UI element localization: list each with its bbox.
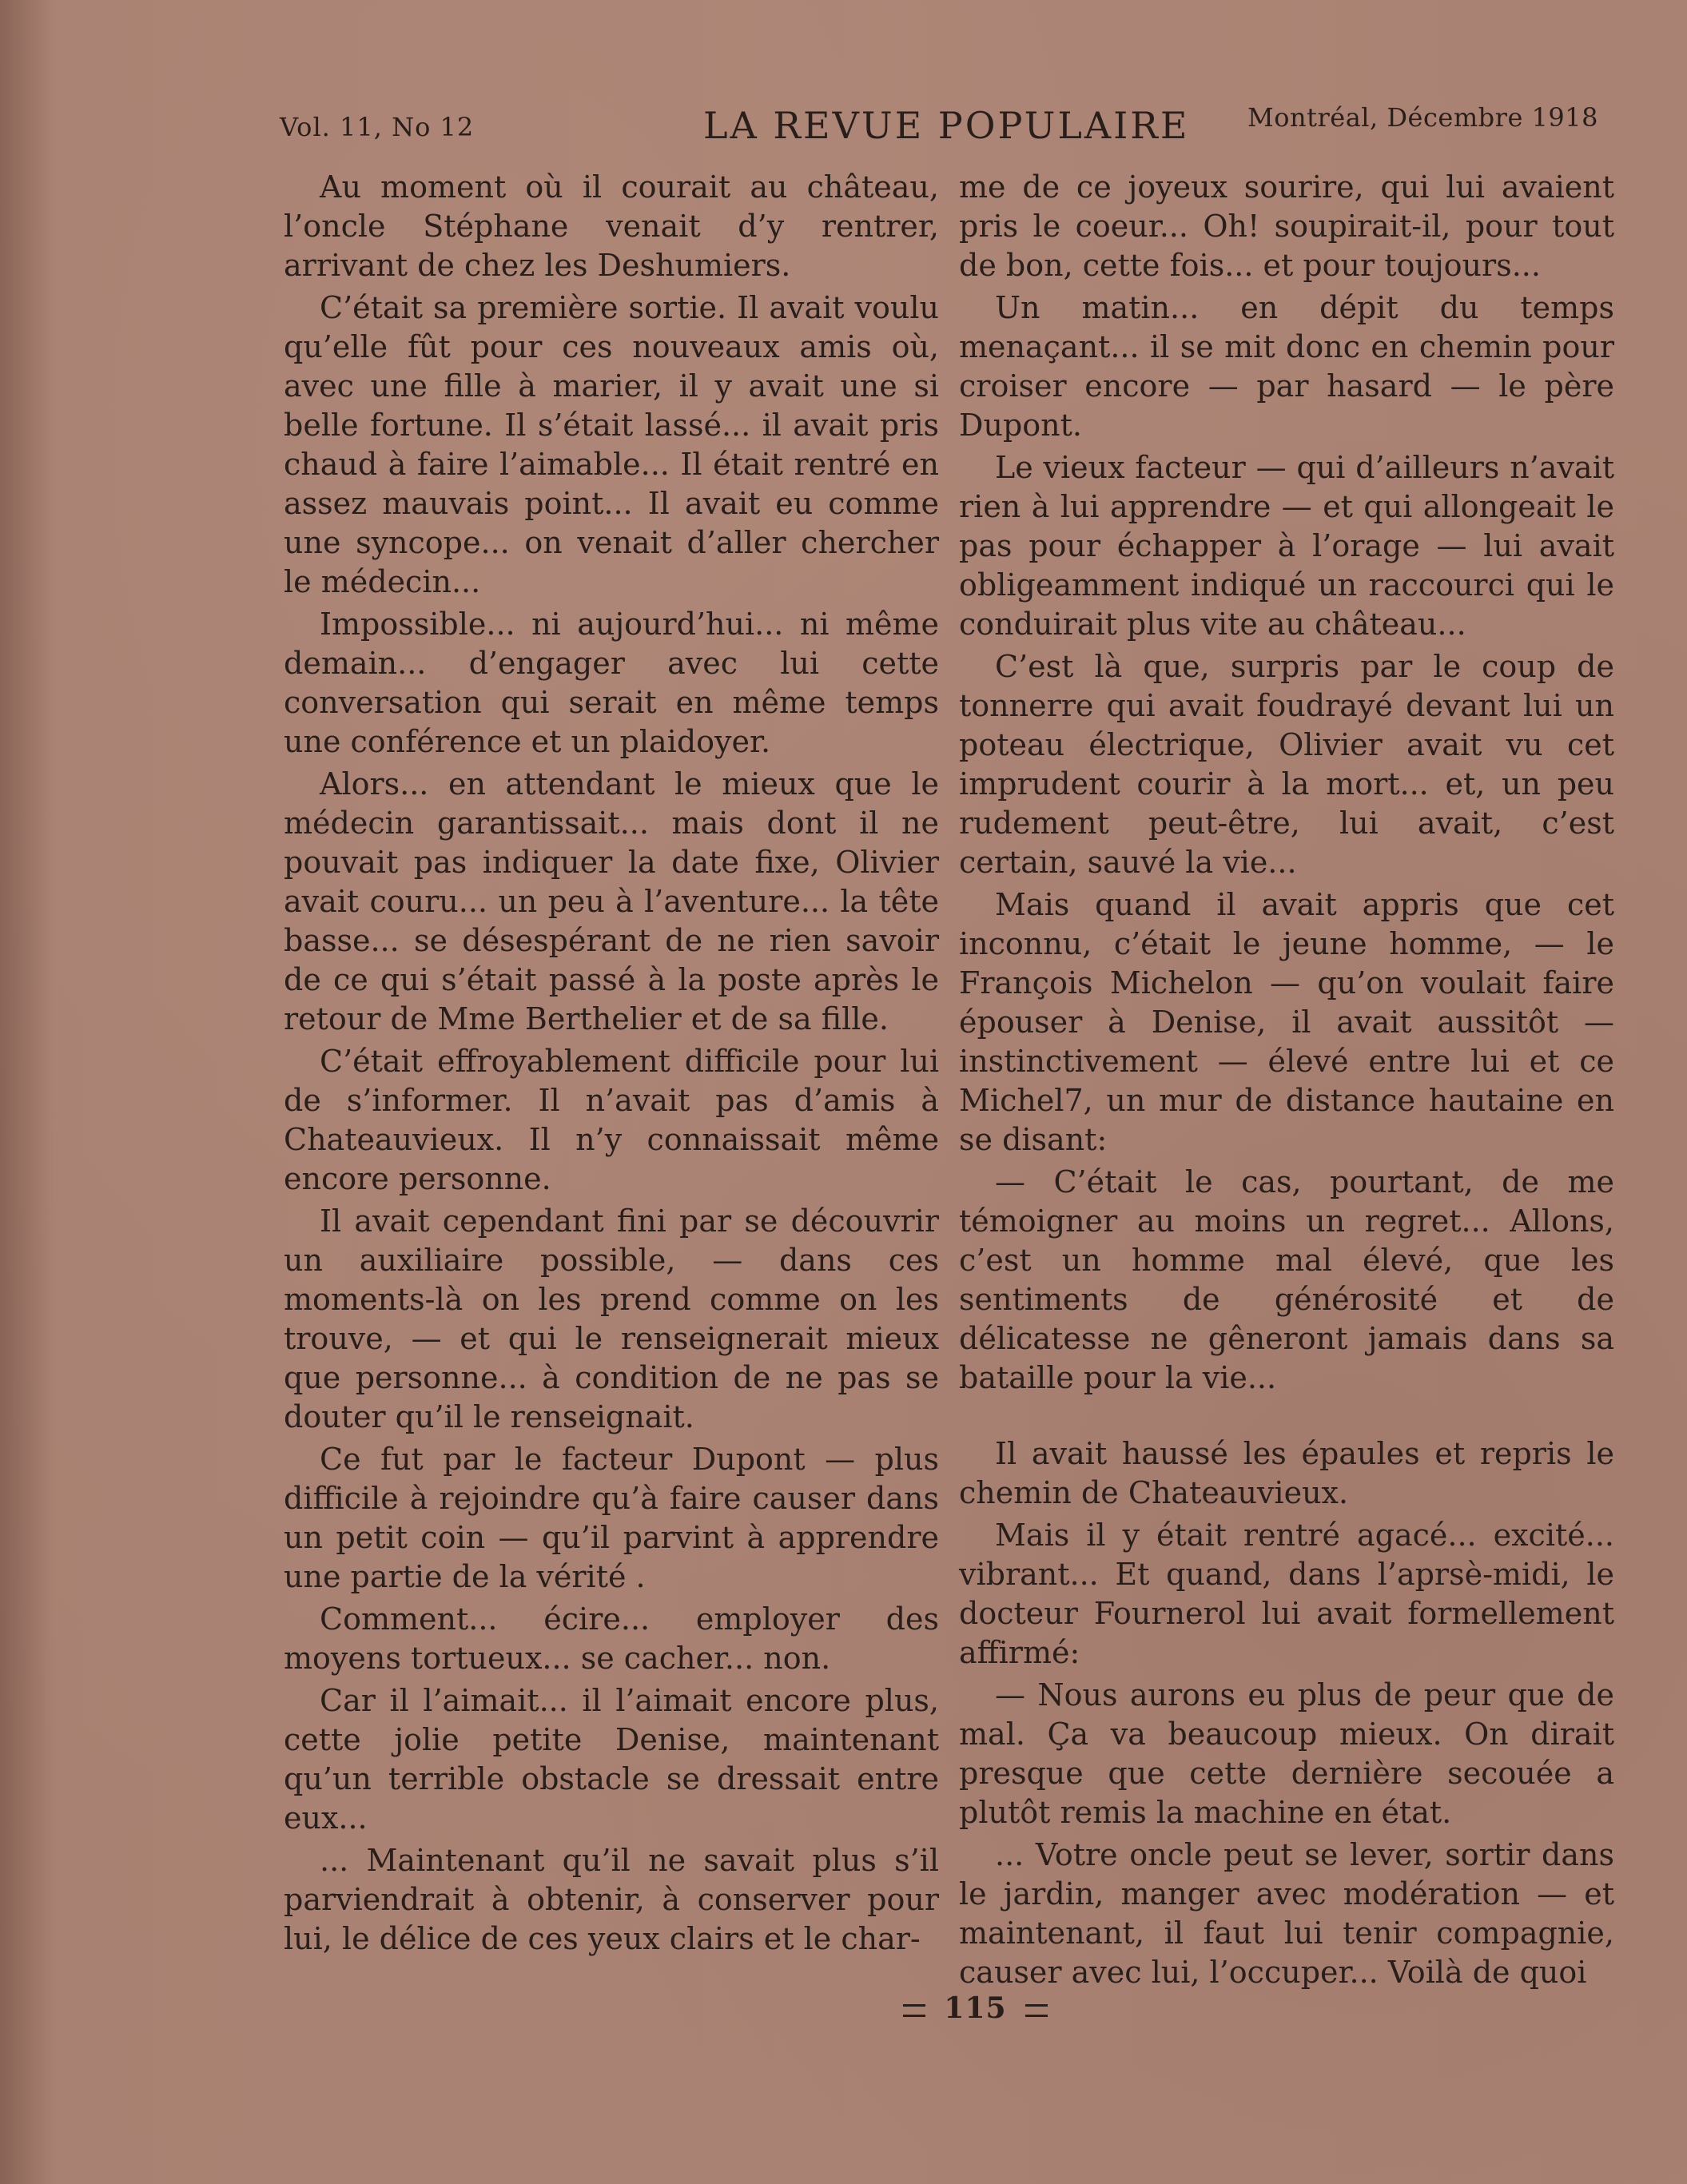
paragraph-continued: me de ce joyeux sourire, qui lui avaient pris le coeur... Oh! soupirait-il, pour tout de bon, cette fois... et pour toujours... <box>959 169 1614 283</box>
paragraph: C’était effroyablement difficile pour lui de s’informer. Il n’avait pas d’amis à Chateauvieux. Il n’y connaissait même encore personne. <box>284 1044 939 1196</box>
dash-ornament <box>903 2004 925 2017</box>
paragraph: — C’était le cas, pourtant, de me témoigner au moins un regret... Allons, c’est un homme mal élevé, que les sentiments de générosité et de délicatesse ne gêneront jamais dans sa bataille pour la vie... <box>959 1164 1614 1395</box>
right-column <box>959 168 1614 1995</box>
page-number: 115 <box>944 1991 1007 2025</box>
page-edge-shadow <box>0 0 56 2184</box>
paragraph: Car il l’aimait... il l’aimait encore plus, cette jolie petite Denise, maintenant qu’un terrible obstacle se dressait entre eux... <box>284 1683 939 1836</box>
paragraph: C’était sa première sortie. Il avait voulu qu’elle fût pour ces nouveaux amis où, avec une fille à marier, il y avait une si belle fortune. Il s’était lassé... il avait pris chaud à faire l’aimable... Il était rentré en assez mauvais point... Il avait eu comme une syncope... on venait d’aller chercher le médecin... <box>284 290 939 599</box>
page-footer <box>0 1991 1687 2025</box>
paragraph: Le vieux facteur — qui d’ailleurs n’avait rien à lui apprendre — et qui allongeait le pas pour échapper à l’orage — lui avait obligeamment indiqué un raccourci qui le conduirait plus vite au château... <box>959 450 1614 642</box>
paragraph: Alors... en attendant le mieux que le médecin garantissait... mais dont il ne pouvait pas indiquer la date fixe, Olivier avait couru... un peu à l’aventure... la tête basse... se désespérant de ne rien savoir de ce qui s’était passé à la poste après le retour de Mme Berthelier et de sa fille. <box>284 766 939 1036</box>
paragraph: C’est là que, surpris par le coup de tonnerre qui avait foudrayé devant lui un poteau électrique, Olivier avait vu cet imprudent courir à la mort... et, un peu rudement peut-être, lui avait, c’est certain, sauvé la vie... <box>959 649 1614 880</box>
paragraph: ... Votre oncle peut se lever, sortir dans le jardin, manger avec modération — et maintenant, il faut lui tenir compagnie, causer avec lui, l’occuper... Voilà de quoi <box>959 1837 1614 1990</box>
paragraph: Comment... écire... employer des moyens tortueux... se cacher... non. <box>284 1601 939 1676</box>
paragraph: Mais quand il avait appris que cet inconnu, c’était le jeune homme, — le François Michelon — qu’on voulait faire épouser à Denise, il avait aussitôt — instinctivement — élevé entre lui et ce Michel7, un mur de distance hautaine en se disant: <box>959 887 1614 1157</box>
publication-title: LA REVUE POPULAIRE <box>703 104 1190 147</box>
paragraph: — Nous aurons eu plus de peur que de mal. Ça va beaucoup mieux. On dirait presque que cette dernière secouée a plutôt remis la machine en état. <box>959 1677 1614 1830</box>
paragraph: ... Maintenant qu’il ne savait plus s’il parviendrait à obtenir, à conserver pour lui, le délice de ces yeux clairs et le char- <box>284 1843 939 1956</box>
paragraph: Mais il y était rentré agacé... excité... vibrant... Et quand, dans l’aprsè-midi, le docteur Fournerol lui avait formellement affirmé: <box>959 1518 1614 1670</box>
volume-number: Vol. 11, No 12 <box>280 112 475 142</box>
paragraph: Il avait cependant fini par se découvrir un auxiliaire possible, — dans ces moments-là on les prend comme on les trouve, — et qui le renseignerait mieux que personne... à condition de ne pas se douter qu’il le renseignait. <box>284 1203 939 1434</box>
paragraph: Un matin... en dépit du temps menaçant... il se mit donc en chemin pour croiser encore — par hasard — le père Dupont. <box>959 290 1614 443</box>
place-date: Montréal, Décembre 1918 <box>1247 102 1598 133</box>
running-header <box>280 97 1606 145</box>
paragraph: Impossible... ni aujourd’hui... ni même demain... d’engager avec lui cette conversation qui serait en même temps une conférence et un plaidoyer. <box>284 607 939 759</box>
paragraph: Il avait haussé les épaules et repris le chemin de Chateauvieux. <box>959 1436 1614 1510</box>
paragraph: Au moment où il courait au château, l’oncle Stéphane venait d’y rentrer, arrivant de chez les Deshumiers. <box>284 169 939 283</box>
dash-ornament <box>1025 2004 1048 2017</box>
left-column <box>284 168 939 1962</box>
paragraph: Ce fut par le facteur Dupont — plus difficile à rejoindre qu’à faire causer dans un petit coin — qu’il parvint à apprendre une partie de la vérité . <box>284 1442 939 1594</box>
